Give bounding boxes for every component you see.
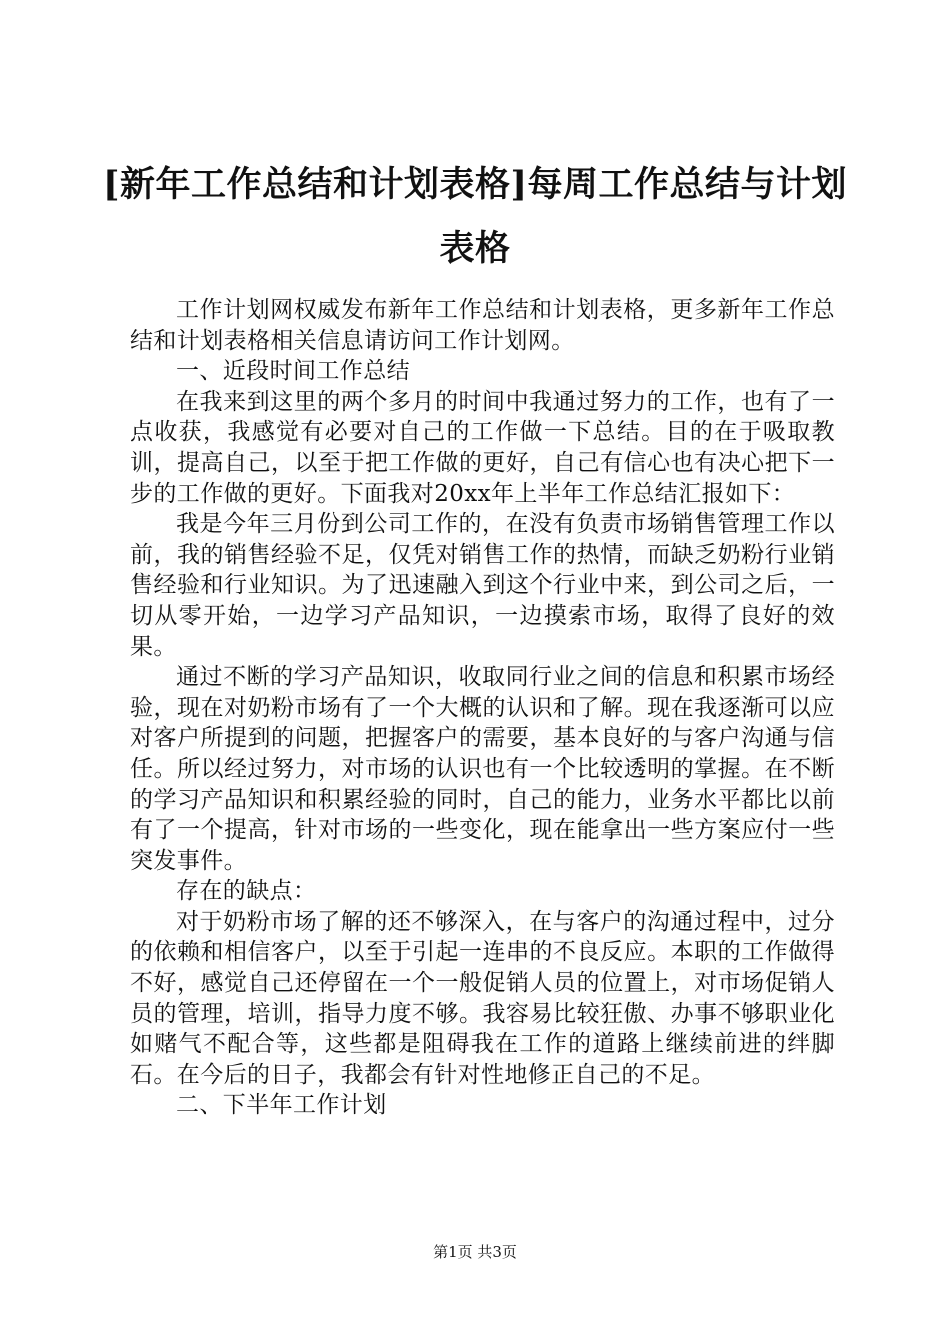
section-heading-next-half-plan: 二、下半年工作计划 (176, 1092, 387, 1119)
page-number-footer: 第1页 共3页 (433, 1243, 517, 1261)
page-title: [新年工作总结和计划表格]每周工作总结与计划表格 (102, 164, 848, 269)
subheading-shortcomings: 存在的缺点： (176, 878, 317, 905)
body-paragraph: 我是今年三月份到公司工作的，在没有负责市场销售管理工作以前，我的销售经验不足，仅凭对销售工作的热情，而缺乏奶粉行业销售经验和行业知识。为了迅速融入到这个行业中来，到公司之后，一切从零开始，一边学习产品知识，一边摸索市场，取得了良好的效果。 (130, 511, 835, 660)
body-paragraph: 在我来到这里的两个多月的时间中我通过努力的工作，也有了一点收获，我感觉有必要对自己的工作做一下总结。目的在于吸取教训，提高自己，以至于把工作做的更好，自己有信心也有决心把下一步的工作做的更好。下面我对20xx年上半年工作总结汇报如下： (130, 388, 835, 507)
section-heading-recent-summary: 一、近段时间工作总结 (176, 358, 410, 385)
document-body (130, 295, 835, 1121)
body-paragraph: 对于奶粉市场了解的还不够深入，在与客户的沟通过程中，过分的依赖和相信客户，以至于引起一连串的不良反应。本职的工作做得不好，感觉自己还停留在一个一般促销人员的位置上，对市场促销人员的管理，培训，指导力度不够。我容易比较狂傲、办事不够职业化如赌气不配合等，这些都是阻碍我在工作的道路上继续前进的绊脚石。在今后的日子，我都会有针对性地修正自己的不足。 (130, 908, 835, 1088)
body-paragraph: 通过不断的学习产品知识，收取同行业之间的信息和积累市场经验，现在对奶粉市场有了一个大概的认识和了解。现在我逐渐可以应对客户所提到的问题，把握客户的需要，基本良好的与客户沟通与信任。所以经过努力，对市场的认识也有一个比较透明的掌握。在不断的学习产品知识和积累经验的同时，自己的能力，业务水平都比以前有了一个提高，针对市场的一些变化，现在能拿出一些方案应付一些突发事件。 (130, 664, 835, 874)
intro-paragraph: 工作计划网权威发布新年工作总结和计划表格，更多新年工作总结和计划表格相关信息请访问工作计划网。 (130, 297, 835, 354)
